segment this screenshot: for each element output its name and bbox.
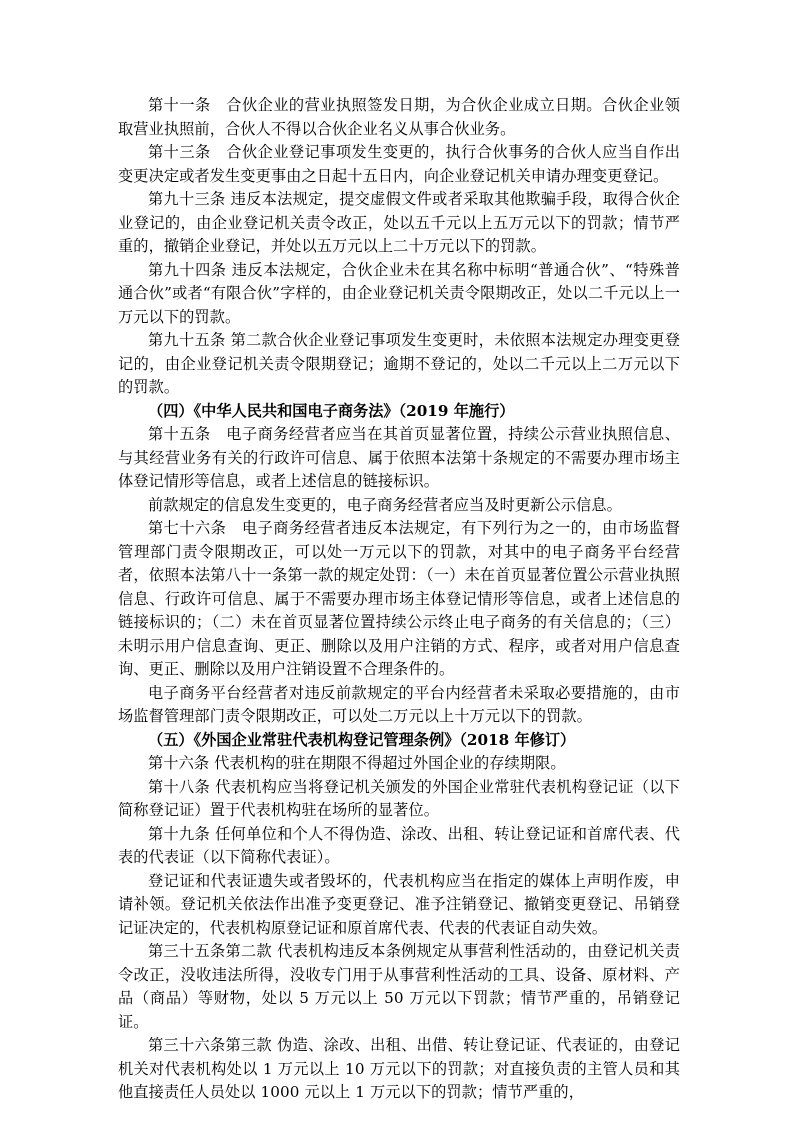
paragraph: 第九十四条 违反本法规定，合伙企业未在其名称中标明“普通合伙”、“特殊普通合伙”或者“有限合伙”字样的，由企业登记机关责令限期改正，处以二千元以上一万元以下的罚款。	[118, 260, 680, 326]
paragraph: 第十三条 合伙企业登记事项发生变更的，执行合伙事务的合伙人应当自作出变更决定或者发生变更事由之日起十五日内，向企业登记机关申请办理变更登记。	[118, 143, 680, 185]
document-body	[118, 94, 680, 1105]
paragraph: 第十六条 代表机构的驻在期限不得超过外国企业的存续期限。	[148, 754, 566, 772]
paragraph: 第三十六条第三款 伪造、涂改、出租、出借、转让登记证、代表证的，由登记机关对代表机构处以 1 万元以上 10 万元以下的罚款；对直接负责的主管人员和其他直接责任人员处以 1000 元以上 1 万元以下的罚款；情节严重的，	[118, 1036, 680, 1101]
paragraph: 第十九条 任何单位和个人不得伪造、涂改、出租、转让登记证和首席代表、代表的代表证（以下简称代表证）。	[118, 824, 680, 866]
paragraph: 第十五条 电子商务经营者应当在其首页显著位置，持续公示营业执照信息、与其经营业务有关的行政许可信息、属于依照本法第十条规定的不需要办理市场主体登记情形等信息，或者上述信息的链接标识。	[118, 425, 680, 490]
paragraph: 第十八条 代表机构应当将登记机关颁发的外国企业常驻代表机构登记证（以下简称登记证）置于代表机构驻在场所的显著位。	[118, 777, 680, 819]
paragraph: 第三十五条第二款 代表机构违反本条例规定从事营利性活动的，由登记机关责令改正，没收违法所得，没收专门用于从事营利性活动的工具、设备、原材料、产品（商品）等财物，处以 5 万元以上 50 万元以下罚款；情节严重的，吊销登记证。	[118, 942, 680, 1031]
section-heading: （四）《中华人民共和国电子商务法》（2019 年施行）	[148, 401, 515, 420]
paragraph: 第九十五条 第二款合伙企业登记事项发生变更时，未依照本法规定办理变更登记的，由企业登记机关责令限期登记；逾期不登记的，处以二千元以上二万元以下的罚款。	[118, 331, 680, 396]
paragraph: 第十一条 合伙企业的营业执照签发日期，为合伙企业成立日期。合伙企业领取营业执照前，合伙人不得以合伙企业名义从事合伙业务。	[118, 96, 680, 138]
paragraph: 电子商务平台经营者对违反前款规定的平台内经营者未采取必要措施的，由市场监督管理部门责令限期改正，可以处二万元以上十万元以下的罚款。	[118, 683, 680, 725]
paragraph: 登记证和代表证遗失或者毁坏的，代表机构应当在指定的媒体上声明作废，申请补领。登记机关依法作出准予变更登记、准予注销登记、撤销变更登记、吊销登记证决定的，代表机构原登记证和原首席代表、代表的代表证自动失效。	[118, 871, 680, 937]
paragraph: 前款规定的信息发生变更的，电子商务经营者应当及时更新公示信息。	[148, 495, 622, 514]
paragraph: 第七十六条 电子商务经营者违反本法规定，有下列行为之一的，由市场监督管理部门责令限期改正，可以处一万元以下的罚款，对其中的电子商务平台经营者，依照本法第八十一条第一款的规定处罚：（一）未在首页显著位置公示营业执照信息、行政许可信息、属于不需要办理市场主体登记情形等信息，或者上述信息的链接标识的；（二）未在首页显著位置持续公示终止电子商务的有关信息的；（三）未明示用户信息查询、更正、删除以及用户注销的方式、程序，或者对用户信息查询、更正、删除以及用户注销设置不合理条件的。	[118, 519, 680, 678]
paragraph: 第九十三条 违反本法规定，提交虚假文件或者采取其他欺骗手段，取得合伙企业登记的，由企业登记机关责令改正，处以五千元以上五万元以下的罚款；情节严重的，撤销企业登记，并处以五万元以上二十万元以下的罚款。	[118, 190, 680, 255]
section-heading: （五）《外国企业常驻代表机构登记管理条例》（2018 年修订）	[148, 730, 576, 749]
